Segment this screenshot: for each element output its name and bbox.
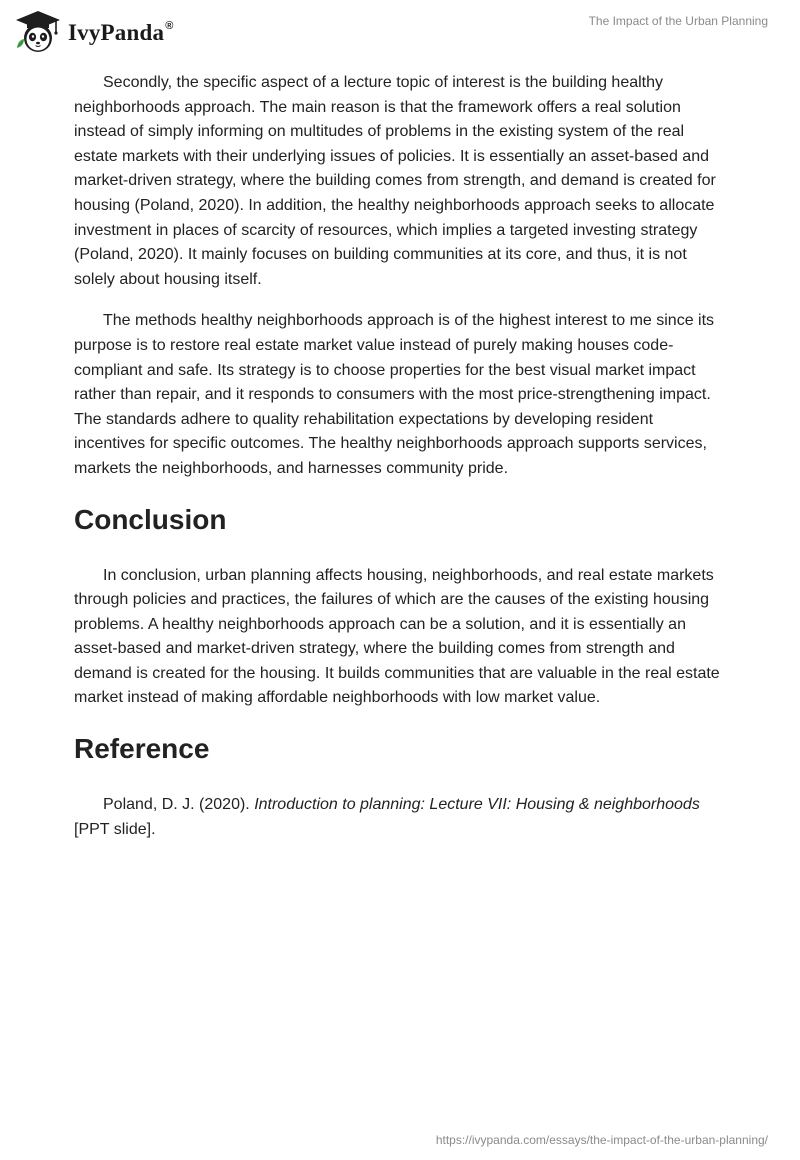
reference-list <box>74 793 726 842</box>
logo-wordmark <box>68 20 174 46</box>
document-title: The Impact of the Urban Planning <box>588 14 768 28</box>
reference-format: [PPT slide]. <box>74 820 156 838</box>
panda-graduation-cap-icon <box>14 10 62 54</box>
reference-author-year: Poland, D. J. (2020). <box>103 796 255 814</box>
ivypanda-logo[interactable] <box>14 8 174 56</box>
source-url[interactable]: https://ivypanda.com/essays/the-impact-of-the-urban-planning/ <box>435 1133 768 1147</box>
essay-content <box>74 71 726 842</box>
page-header <box>0 0 800 60</box>
conclusion-paragraph: In conclusion, urban planning affects housing, neighborhoods, and real estate markets through policies and practices, the failures of which are the causes of the existing housing problems. A healthy neighborhoods approach can be a solution, and it is essentially an asset-based and market-driven strategy, where the building comes from strength and demand is created for the housing. It builds communities that are valuable in the real estate market instead of making affordable neighborhoods with low market value. <box>74 566 720 707</box>
reference-title: Introduction to planning: Lecture VII: Housing & neighborhoods <box>254 796 700 814</box>
registered-mark: ® <box>165 20 174 33</box>
reference-heading: Reference <box>74 733 210 765</box>
conclusion-heading: Conclusion <box>74 503 227 535</box>
body-paragraph-1: Secondly, the specific aspect of a lecture topic of interest is the building healthy neighborhoods approach. The main reason is that the framework offers a real solution instead of simply informing on multitudes of problems in the existing system of the real estate markets with their underlying issues of policies. It is essentially an asset-based and market-driven strategy, where the building comes from strength, and demand is created for housing (Poland, 2020). In addition, the healthy neighborhoods approach seeks to allocate investment in places of scarcity of resources, which implies a targeted investing strategy (Poland, 2020). It mainly focuses on building communities at its core, and thus, it is not solely about housing itself. <box>74 74 716 288</box>
reference-entry <box>74 793 726 842</box>
body-paragraph-2: The methods healthy neighborhoods approach is of the highest interest to me since its purpose is to restore real estate market value instead of purely making houses code-compliant and safe. Its strategy is to choose properties for the best visual market impact rather than repair, and it responds to consumers with the most price-strengthening impact. The standards adhere to quality rehabilitation expectations by developing resident incentives for specific outcomes. The healthy neighborhoods approach supports services, markets the neighborhoods, and harnesses community pride. <box>74 312 715 477</box>
logo-name: IvyPanda <box>68 20 165 45</box>
